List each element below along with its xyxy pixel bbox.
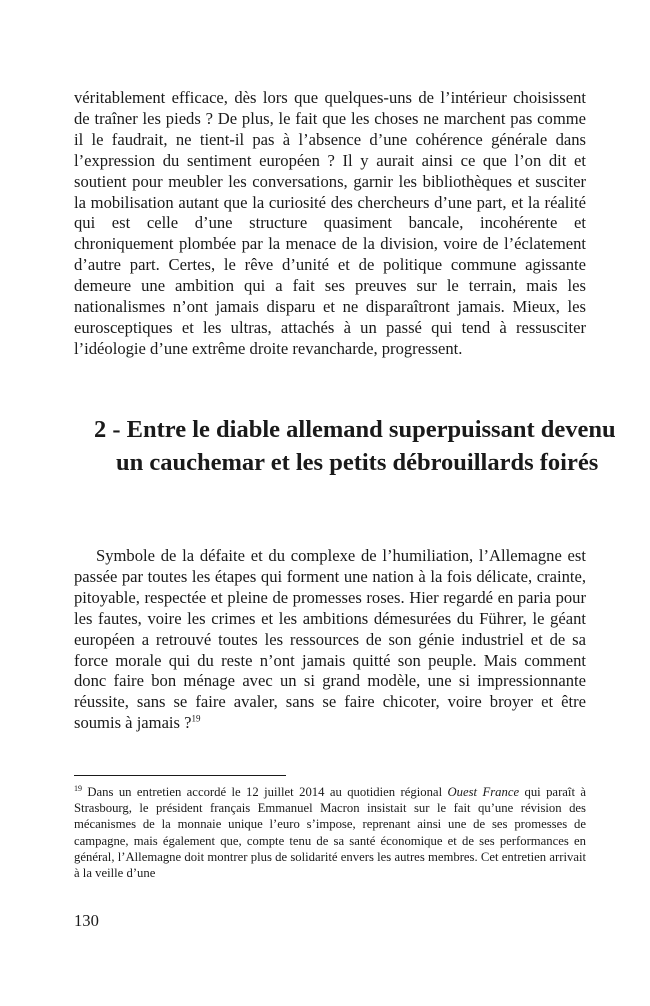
footnote-separator [74, 775, 286, 776]
paragraph-germany-text: Symbole de la défaite et du complexe de l’humiliation, l’Allemagne est passée par toutes les étapes qui forment une nation à la fois délicate, crainte, pitoyable, respectée et pleine de promesses roses. Hier regardé en paria pour les fautes, voire les crimes et les ambitions démesurées du Führer, le géant européen a retrouvé toutes les ressources de son génie industriel et de sa force morale qui du reste n’ont jamais quitté son peuple. Mais comment donc faire bon ménage avec un si grand modèle, une si impressionnante réussite, sans se faire avaler, sans se faire chicoter, voire broyer et être soumis à jamais ? [74, 546, 586, 733]
footnote-text-before: Dans un entretien accordé le 12 juillet 2014 au quotidien régional [82, 785, 448, 799]
section-heading: 2 - Entre le diable allemand superpuissant devenu un cauchemar et les petits débrouillards foirés [94, 416, 616, 476]
body-text-top [74, 88, 586, 360]
footnote-newspaper-title: Ouest France [447, 785, 520, 799]
paragraph-continued: véritablement efficace, dès lors que quelques-uns de l’intérieur choisissent de traîner les pieds ? De plus, le fait que les choses ne marchent pas comme il le faudrait, ne tient-il pas à l’absence d’une cohérence générale dans l’expression du sentiment européen ? Il y aurait ainsi ce que l’on dit et soutient pour meubler les conversations, garnir les bibliothèques et susciter la mobilisation autant que la curiosité des chercheurs d’une part, et la réalité qui est celle d’une structure quasiment bancale, incohérente et chroniquement plombée par la menace de la division, voire de l’éclatement d’autre part. Certes, le rêve d’unité et de politique commune agissante demeure une ambition qui a fait ses preuves sur le terrain, mais les nationalismes n’ont jamais disparu et ne disparaîtront jamais. Mieux, les eurosceptiques et les ultras, attachés à un passé qui tend à ressusciter l’idéologie d’une extrême droite revancharde, progressent. [74, 88, 586, 358]
footnote-number: 19 [74, 783, 82, 793]
footnote-19 [74, 784, 586, 881]
page-number: 130 [74, 911, 99, 930]
body-text-bottom [74, 546, 586, 734]
footnote-text-after: qui paraît à Strasbourg, le président français Emmanuel Macron insistait sur le fait qu’une révision des mécanismes de la monnaie unique l’euro s’impose, reprenant ainsi une de ses promesses de campagne, mais également que, compte tenu de sa santé économique et de ses performances en général, l’Allemagne doit montrer plus de solidarité envers les autres membres. Cet entretien arrivait à la veille d’une [74, 785, 586, 881]
footnote-reference[interactable]: 19 [191, 713, 201, 724]
paragraph-germany [74, 546, 586, 734]
